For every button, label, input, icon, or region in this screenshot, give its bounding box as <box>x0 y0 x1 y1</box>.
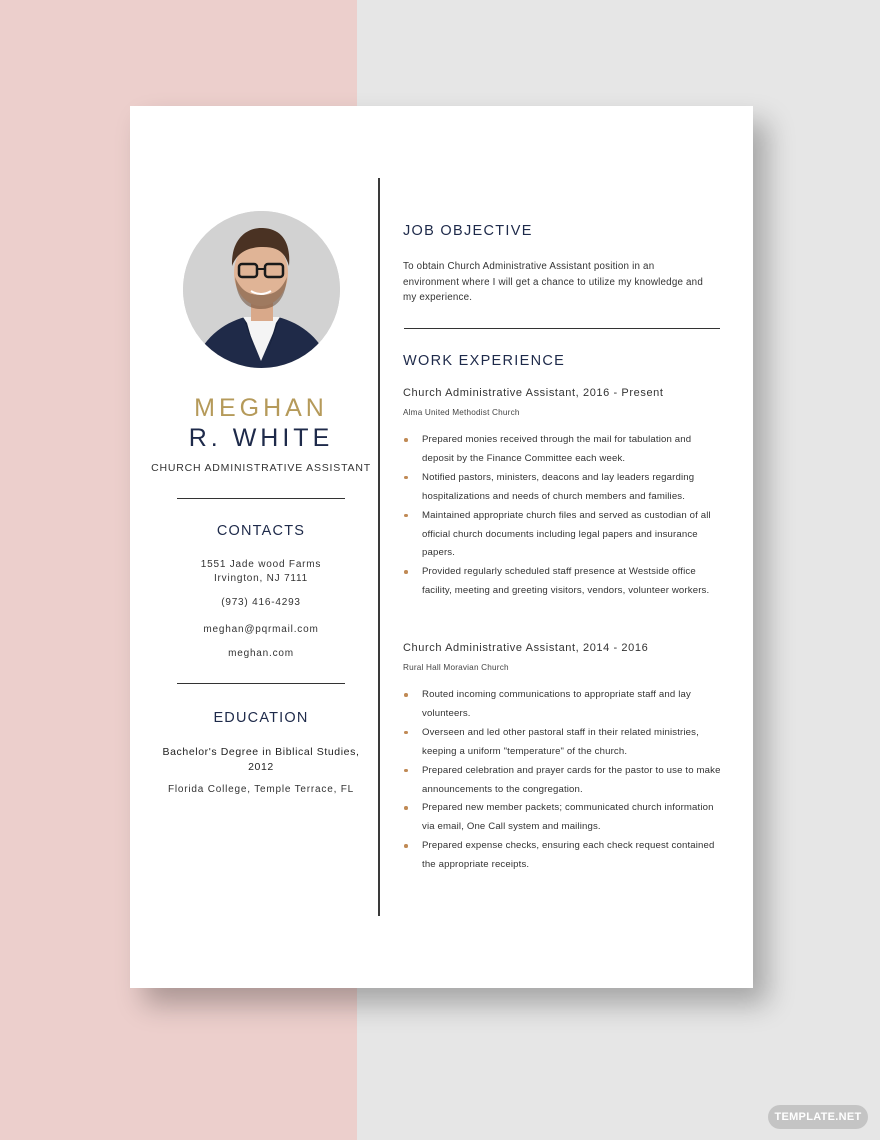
phone-number: (973) 416-4293 <box>221 597 301 608</box>
first-name: MEGHAN <box>194 394 328 422</box>
list-item <box>403 507 721 564</box>
right-divider <box>404 328 720 329</box>
email-address: meghan@pqrmail.com <box>203 624 319 635</box>
website: meghan.com <box>228 648 294 659</box>
education-degree: Bachelor's Degree in Biblical Studies, 2012 <box>162 746 360 773</box>
last-name: R. WHITE <box>188 424 334 452</box>
list-item <box>403 469 721 507</box>
job-1-employer: Alma United Methodist Church <box>403 408 520 417</box>
bullet-icon <box>404 806 408 810</box>
bullet-text: Prepared new member packets; communicated church information via email, One Call system and mailings. <box>422 802 714 833</box>
bullet-text: Overseen and led other pastoral staff in their related ministries, keeping a uniform "temperature" of the church. <box>422 726 699 757</box>
list-item <box>403 431 721 469</box>
education-school: Florida College, Temple Terrace, FL <box>167 784 355 795</box>
bullet-icon <box>404 844 408 848</box>
resume-page <box>130 106 753 988</box>
education-heading: EDUCATION <box>213 710 309 726</box>
contacts-heading: CONTACTS <box>216 523 306 539</box>
bullet-text: Prepared monies received through the mail for tabulation and deposit by the Finance Committee each week. <box>422 434 692 464</box>
bullet-icon <box>404 514 408 518</box>
address-line-1: 1551 Jade wood Farms <box>200 559 322 570</box>
person-portrait-icon <box>183 211 340 368</box>
job-2-employer: Rural Hall Moravian Church <box>403 663 509 672</box>
objective-heading: JOB OBJECTIVE <box>403 223 533 239</box>
job-2-bullets <box>403 686 721 875</box>
list-item <box>403 799 721 837</box>
job-1-bullets <box>403 431 721 601</box>
bullet-icon <box>404 476 408 480</box>
list-item <box>403 762 721 800</box>
column-divider <box>378 178 380 916</box>
list-item <box>403 686 721 724</box>
bullet-text: Prepared celebration and prayer cards for the pastor to use to make announcements to the congregation. <box>422 764 721 795</box>
objective-text: To obtain Church Administrative Assistant position in an environment where I will get a chance to utilize my knowledge and my experience. <box>403 261 703 304</box>
address-line-2: Irvington, NJ 7111 <box>213 573 309 584</box>
bullet-text: Maintained appropriate church files and served as custodian of all official church documents including legal papers and insurance papers. <box>422 509 711 559</box>
bullet-text: Provided regularly scheduled staff presence at Westside office facility, meeting and greeting visitors, vendors, volunteer workers. <box>422 566 710 597</box>
bullet-icon <box>404 570 408 574</box>
template-net-watermark[interactable]: TEMPLATE.NET <box>768 1105 868 1129</box>
list-item <box>403 724 721 762</box>
list-item <box>403 837 721 875</box>
list-item <box>403 563 721 601</box>
bullet-icon <box>404 438 408 442</box>
profile-title: CHURCH ADMINISTRATIVE ASSISTANT <box>151 462 371 474</box>
bullet-text: Notified pastors, ministers, deacons and lay leaders regarding hospitalizations and needs of church members and families. <box>422 471 695 502</box>
profile-photo <box>183 211 340 368</box>
work-heading: WORK EXPERIENCE <box>403 353 566 369</box>
bullet-text: Prepared expense checks, ensuring each check request contained the appropriate receipts. <box>422 840 715 871</box>
job-1-title: Church Administrative Assistant, 2016 - Present <box>403 387 664 399</box>
job-2-title: Church Administrative Assistant, 2014 - 2016 <box>403 642 649 654</box>
bullet-icon <box>404 731 408 735</box>
bullet-text: Routed incoming communications to appropriate staff and lay volunteers. <box>422 689 691 719</box>
left-divider-2 <box>177 683 345 684</box>
bullet-icon <box>404 693 408 697</box>
left-divider-1 <box>177 498 345 499</box>
bullet-icon <box>404 769 408 773</box>
